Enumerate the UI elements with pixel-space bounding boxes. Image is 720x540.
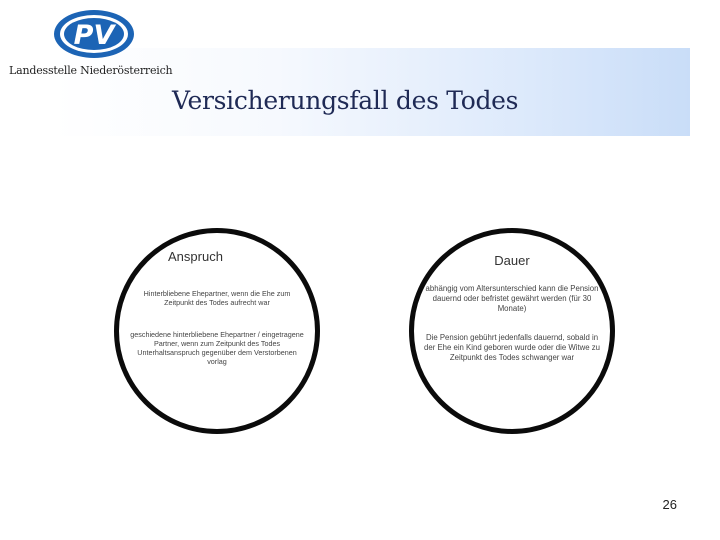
circle-heading: Dauer: [494, 253, 530, 268]
pv-logo: [52, 7, 136, 61]
slide-title: Versicherungsfall des Todes: [172, 86, 519, 115]
page-number: 26: [662, 497, 677, 512]
logo-lettering: PV: [73, 20, 115, 51]
circle-paragraph: abhängig vom Altersunterschied kann die Pension dauernd oder befristet gewährt werden (für 30 Monate): [425, 284, 599, 313]
circle-paragraph: Hinterbliebene Ehepartner, wenn die Ehe zum Zeitpunkt des Todes aufrecht war: [143, 289, 291, 307]
organization-name: Landesstelle Niederösterreich: [9, 64, 173, 77]
circle-anspruch: [114, 228, 320, 434]
circle-heading: Anspruch: [168, 249, 223, 264]
circle-paragraph: Die Pension gebührt jedenfalls dauernd, sobald in der Ehe ein Kind geboren wurde oder die Witwe zu Zeitpunkt des Todes schwanger war: [424, 333, 600, 362]
circle-paragraph: geschiedene hinterbliebene Ehepartner / eingetragene Partner, wenn zum Zeitpunkt des Todes Unterhaltsanspruch gegenüber dem Verstorbenen vorlag: [130, 330, 304, 366]
circle-dauer: [409, 228, 615, 434]
